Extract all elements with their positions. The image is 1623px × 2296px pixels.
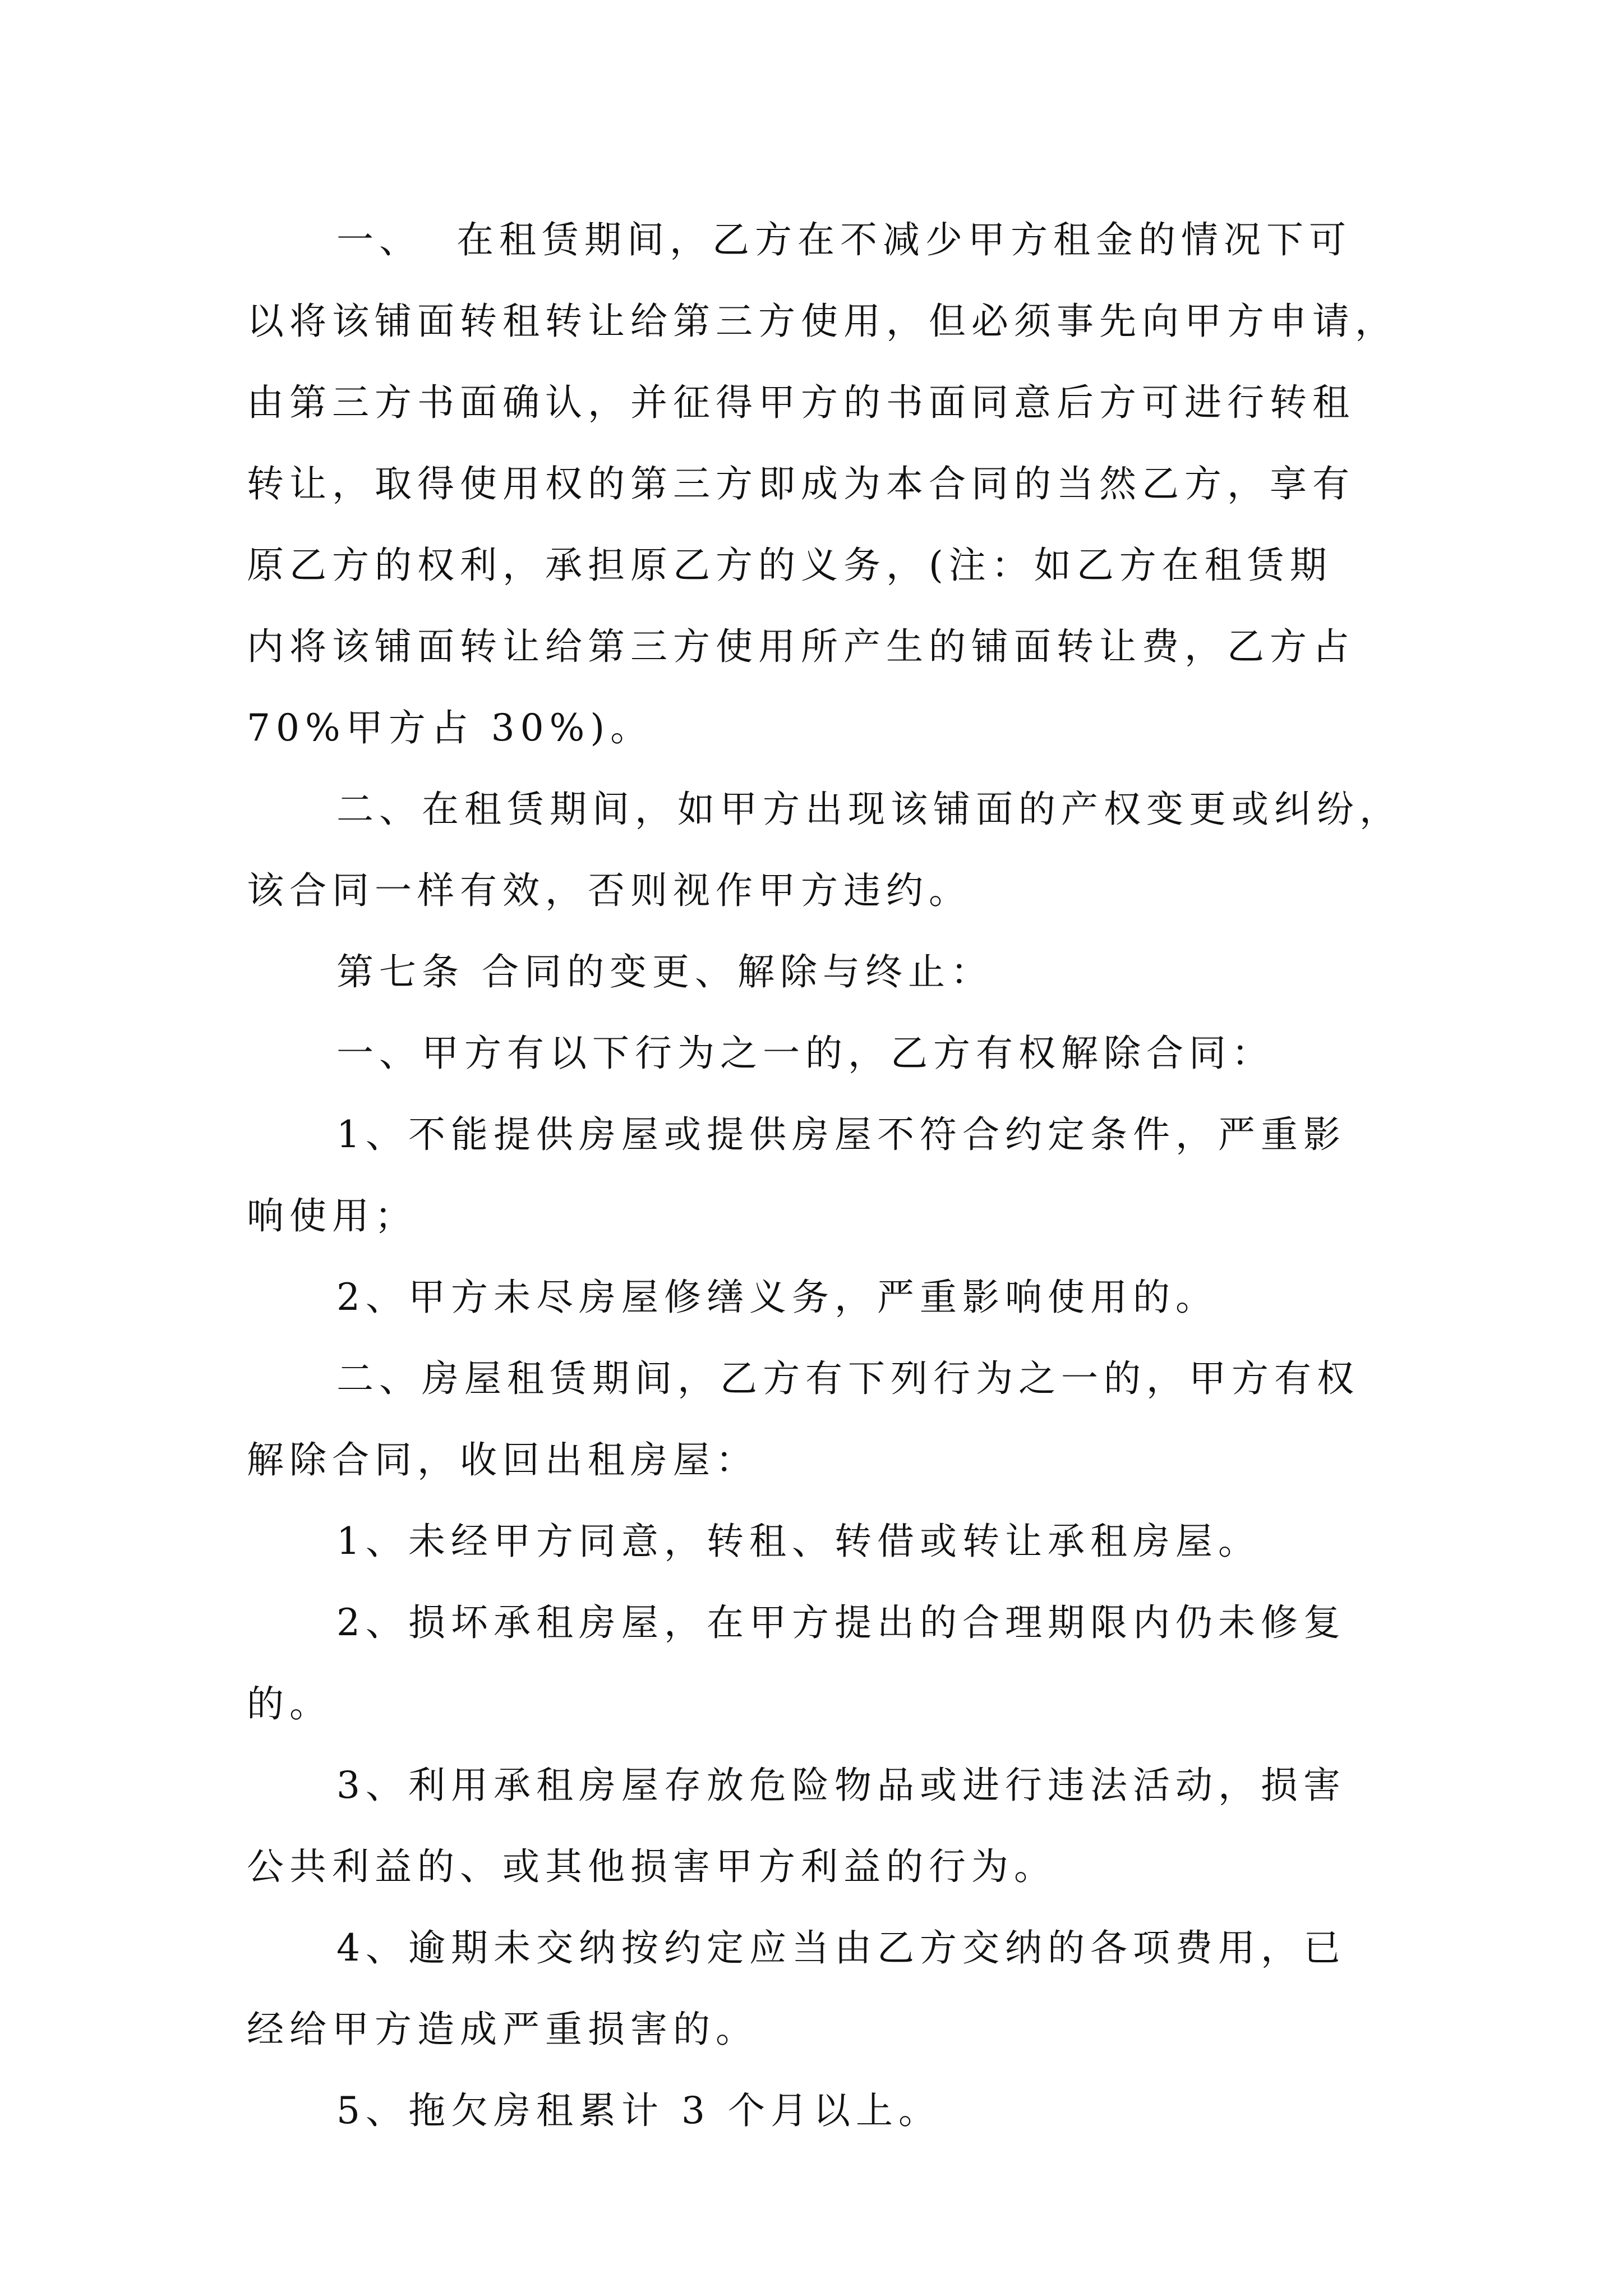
text-line: 的。 [247,1682,332,1726]
text-line: 1、不能提供房屋或提供房屋不符合约定条件，严重影 [336,1113,1346,1156]
text-line: 二、房屋租赁期间，乙方有下列行为之一的，甲方有权 [336,1357,1359,1400]
text-line: 公共利益的、或其他损害甲方利益的行为。 [247,1845,1057,1888]
text-line: 内将该铺面转让给第三方使用所产生的铺面转让费，乙方占 [247,625,1355,668]
text-line: 70%甲方占 30%)。 [247,706,653,749]
text-line: 4、逾期未交纳按约定应当由乙方交纳的各项费用，已 [336,1926,1346,1970]
text-line: 以将该铺面转租转让给第三方使用，但必须事先向甲方申请， [247,300,1398,343]
text-line: 解除合同，收回出租房屋： [247,1438,758,1481]
text-line: 原乙方的权利，承担原乙方的义务，(注：如乙方在租赁期 [247,544,1332,587]
text-line: 响使用； [247,1194,417,1237]
text-line: 一、甲方有以下行为之一的，乙方有权解除合同： [336,1032,1274,1075]
text-line: 1、未经甲方同意，转租、转借或转让承租房屋。 [336,1520,1261,1563]
text-line: 该合同一样有效，否则视作甲方违约。 [247,869,971,912]
text-line: 转让，取得使用权的第三方即成为本合同的当然乙方，享有 [247,462,1355,505]
text-line: 二、在租赁期间，如甲方出现该铺面的产权变更或纠纷， [336,788,1402,831]
text-line: 一、 在租赁期间，乙方在不减少甲方租金的情况下可 [336,218,1352,261]
text-line: 由第三方书面确认，并征得甲方的书面同意后方可进行转租 [247,381,1355,424]
text-line: 经给甲方造成严重损害的。 [247,2008,758,2051]
text-line: 3、利用承租房屋存放危险物品或进行违法活动，损害 [336,1764,1346,1807]
text-line: 5、拖欠房租累计 3 个月以上。 [336,2089,941,2132]
text-line: 2、甲方未尽房屋修缮义务，严重影响使用的。 [336,1276,1218,1319]
text-line: 2、损坏承租房屋，在甲方提出的合理期限内仍未修复 [336,1601,1346,1644]
section-heading: 第七条 合同的变更、解除与终止： [336,950,993,993]
